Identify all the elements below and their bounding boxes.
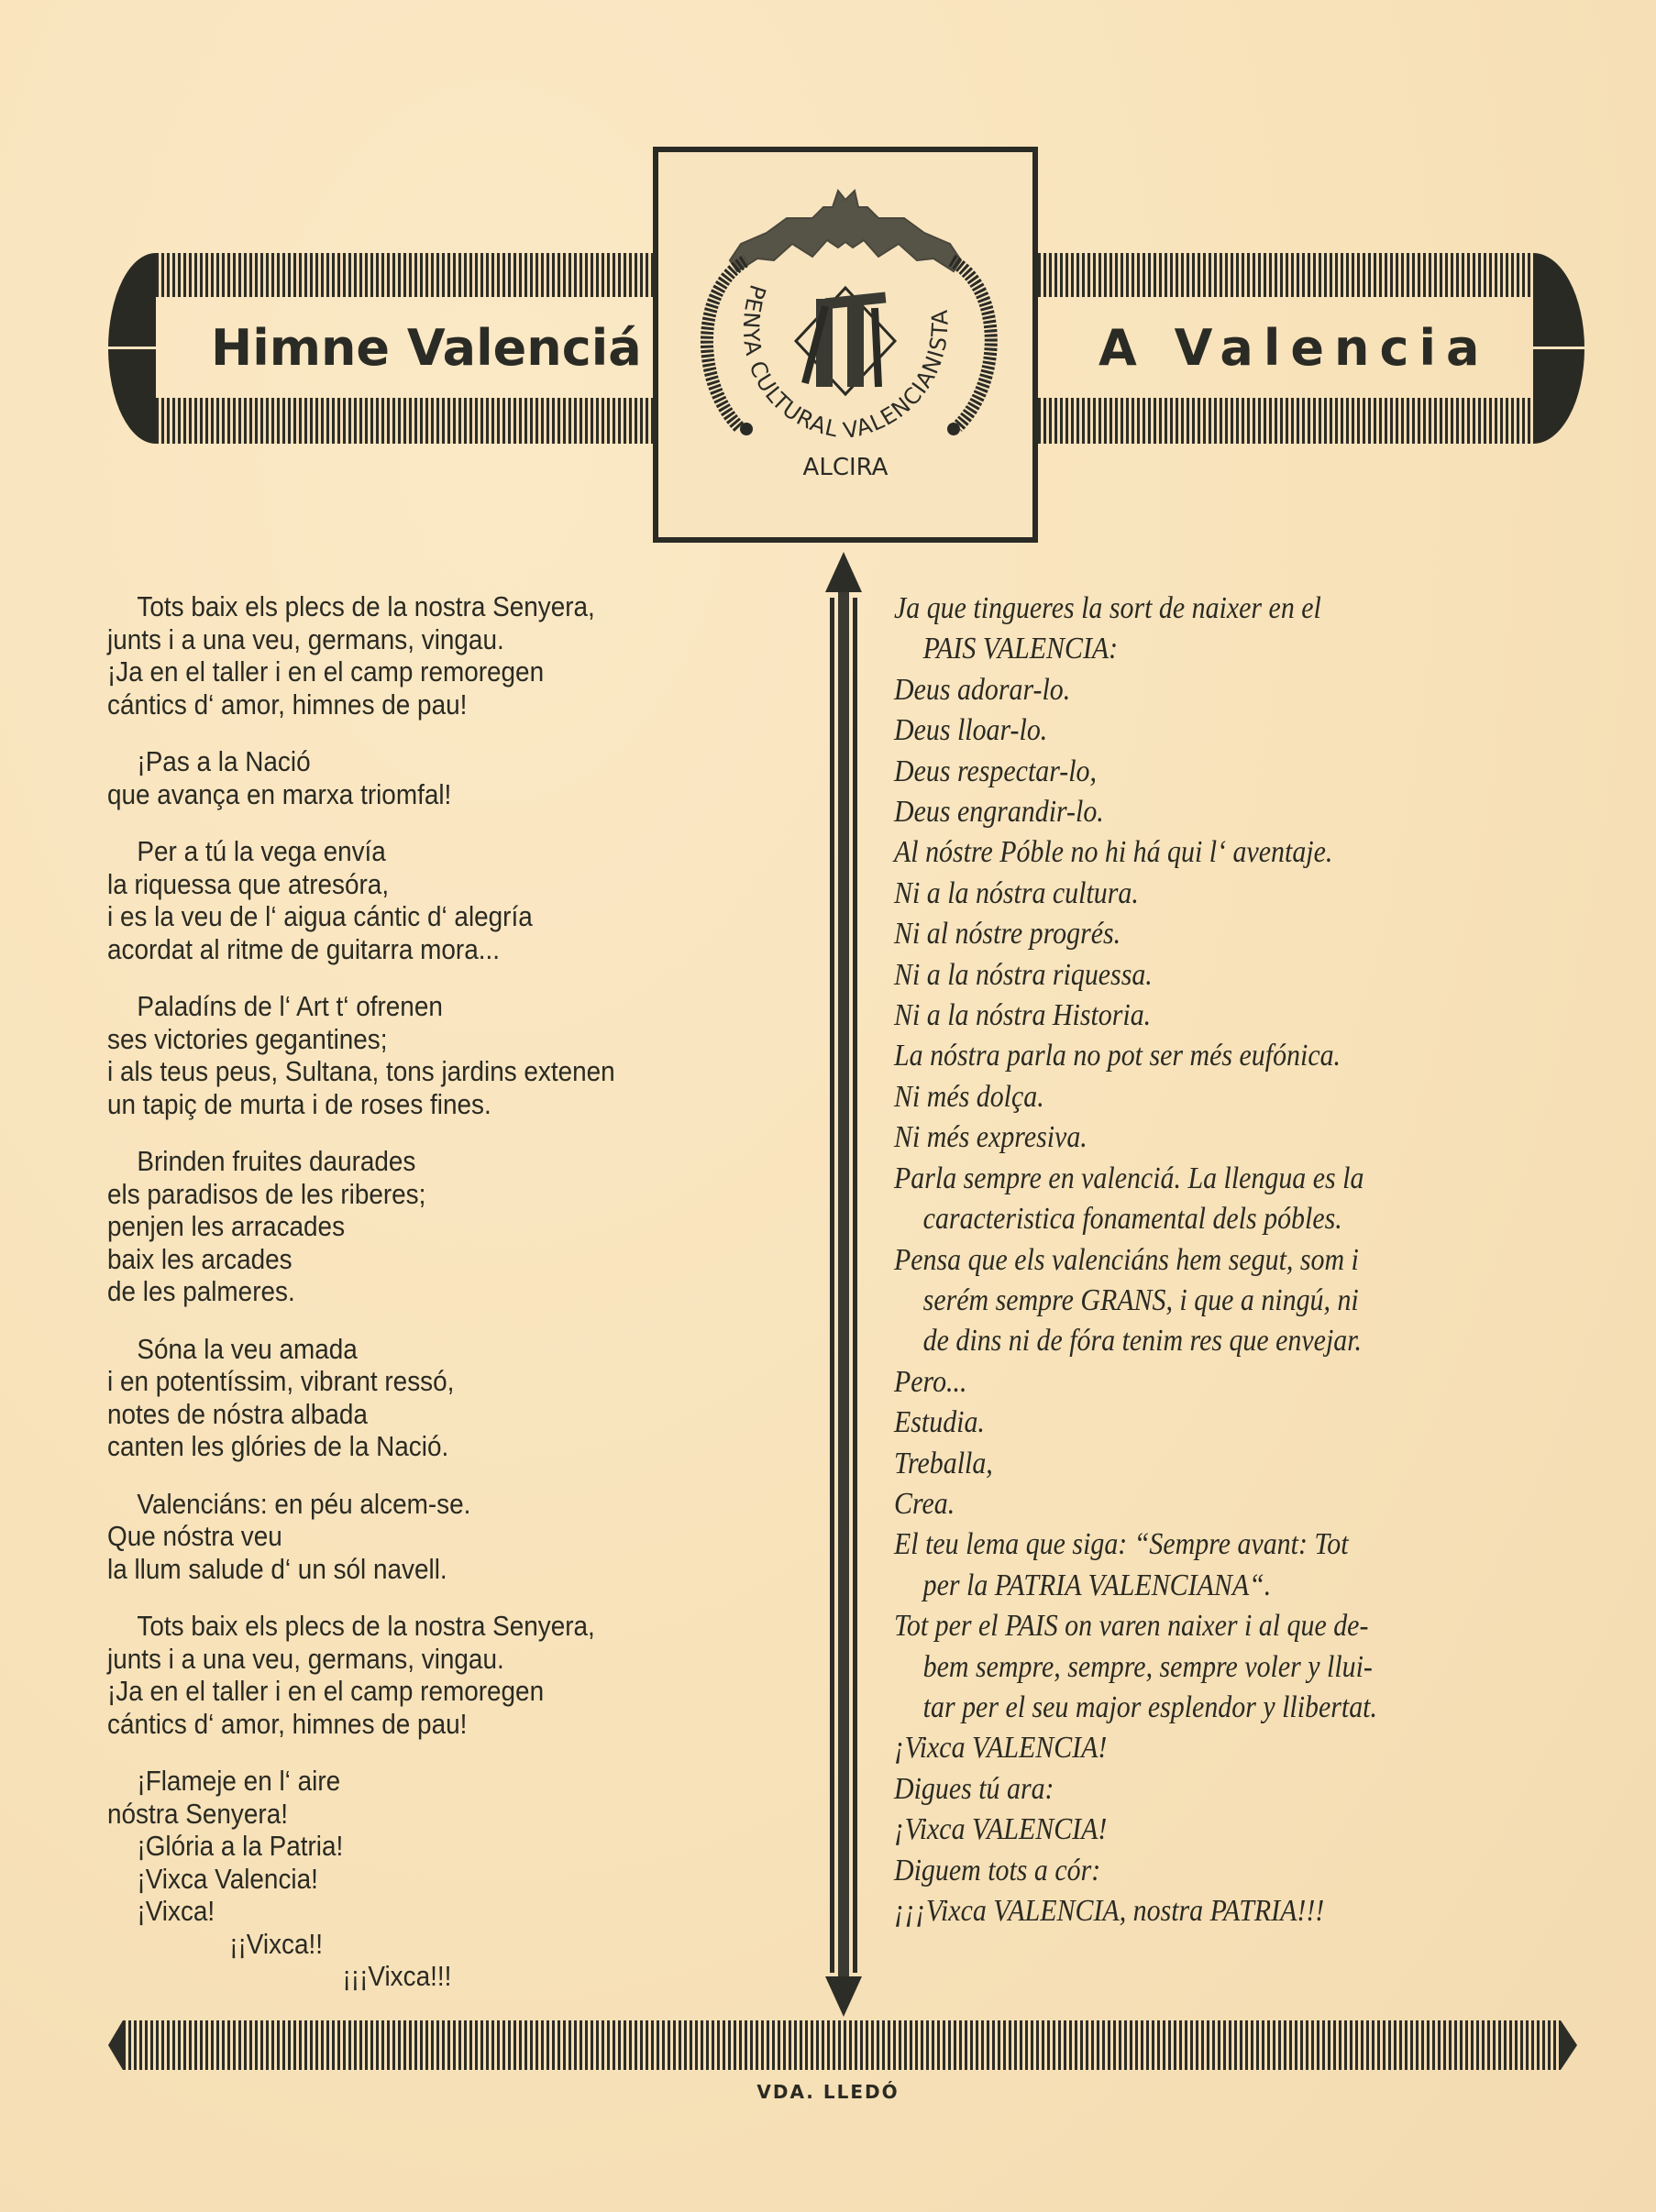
verse-line: junts i a una veu, germans, vingau. — [107, 622, 504, 655]
verse-line: notes de nóstra albada — [107, 1397, 368, 1430]
prose-line: Ni a la nóstra riquessa. — [894, 957, 1153, 992]
emblem-logo — [658, 152, 1032, 537]
prose-line: Deus respectar-lo, — [894, 754, 1097, 788]
title-a-valencia: A Valencia — [1098, 319, 1490, 377]
verse-line: Brinden fruites daurades — [137, 1145, 416, 1177]
prose-line: ¡¡¡Vixca VALENCIA, nostra PATRIA!!! — [894, 1894, 1325, 1928]
verse-line: Tots baix els plecs de la nostra Senyera, — [137, 1610, 595, 1642]
verse-line: la riquessa que atresóra, — [107, 867, 390, 900]
banner-cap-divider — [108, 347, 156, 349]
verse-line: ¡Glória a la Patria! — [137, 1830, 344, 1862]
arc-end-dot — [740, 423, 753, 435]
stanza — [107, 1488, 804, 1586]
verse-line: Valenciáns: en péu alcem-se. — [137, 1487, 471, 1520]
stanza — [107, 745, 804, 810]
prose-line: Pero... — [894, 1364, 967, 1399]
verse-line: canten les glóries de la Nació. — [107, 1430, 449, 1462]
bat-icon — [730, 191, 961, 271]
stanza — [107, 1765, 804, 1993]
banner-left-top-stripes — [156, 253, 653, 297]
monogram-icon — [796, 288, 895, 394]
verse-line: Tots baix els plecs de la nostra Senyera, — [137, 590, 595, 622]
verse-line: nóstra Senyera! — [107, 1797, 288, 1830]
prose-line: per la PATRIA VALENCIANA“. — [922, 1568, 1272, 1602]
verse-line: i als teus peus, Sultana, tons jardins extenen — [107, 1055, 615, 1087]
stanza — [107, 590, 804, 721]
verse-line: ¡Pas a la Nació — [137, 745, 311, 777]
hymn-text — [107, 590, 804, 2018]
verse-line: Sóna la veu amada — [137, 1332, 358, 1365]
stanza — [107, 835, 804, 965]
prose-line: PAIS VALENCIA: — [922, 632, 1119, 666]
arrow-up-icon — [825, 552, 862, 592]
verse-line: ¡Vixca Valencia! — [137, 1862, 318, 1895]
bottom-banner — [106, 2017, 1579, 2074]
manifesto-text — [894, 589, 1591, 1931]
prose-line: Ni a la nóstra cultura. — [894, 875, 1139, 910]
prose-line: ¡Vixca VALENCIA! — [894, 1812, 1108, 1847]
verse-line: un tapiç de murta i de roses fines. — [107, 1087, 491, 1120]
verse-line: ¡¡¡Vixca!!! — [342, 1960, 452, 1992]
arrow-right-icon — [1561, 2020, 1577, 2070]
prose-line: Treballa, — [894, 1446, 993, 1480]
verse-line: ¡¡Vixca!! — [229, 1927, 324, 1960]
prose-line: Ni més expresiva. — [894, 1120, 1087, 1155]
prose-line: Diguem tots a cór: — [894, 1853, 1101, 1887]
arrow-left-icon — [108, 2020, 123, 2070]
prose-line: Deus engrandir-lo. — [894, 795, 1104, 830]
verse-line: i en potentíssim, vibrant ressó, — [107, 1365, 455, 1397]
emblem-town: ALCIRA — [802, 454, 889, 481]
prose-line: serém sempre GRANS, i que a ningú, ni — [922, 1282, 1359, 1317]
verse-line: acordat al ritme de guitarra mora... — [107, 932, 500, 965]
verse-line: ¡Ja en el taller i en el camp remoregen — [107, 655, 545, 688]
verse-line: Paladíns de l‘ Art t‘ ofrenen — [137, 990, 443, 1022]
prose-line: Ni a la nóstra Historia. — [894, 998, 1152, 1033]
stanza — [107, 990, 804, 1120]
stanza — [107, 1145, 804, 1308]
verse-line: cántics d‘ amor, himnes de pau! — [107, 1707, 468, 1740]
verse-line: la llum salude d‘ un sól navell. — [107, 1552, 447, 1585]
verse-line: de les palmeres. — [107, 1275, 295, 1307]
prose-line: Al nóstre Póble no hi há qui l‘ aventaje. — [894, 835, 1333, 870]
arc-end-dot — [947, 423, 960, 435]
prose-line: Ni més dolça. — [894, 1079, 1044, 1114]
prose-line: Deus lloar-lo. — [894, 713, 1048, 748]
banner-right-bottom-stripes — [1038, 398, 1533, 444]
prose-line: La nóstra parla no pot ser més eufónica. — [894, 1039, 1341, 1073]
prose-line: caracteristica fonamental dels póbles. — [922, 1202, 1342, 1237]
prose-line: tar per el seu major esplendor y llibertat. — [922, 1689, 1377, 1724]
printer-credit: VDA. LLEDÓ — [756, 2081, 900, 2103]
prose-line: Ja que tingueres la sort de naixer en el — [894, 591, 1321, 625]
verse-line: junts i a una veu, germans, vingau. — [107, 1642, 504, 1675]
prose-line: bem sempre, sempre, sempre voler y llui- — [922, 1649, 1373, 1684]
prose-line: Deus adorar-lo. — [894, 672, 1071, 707]
verse-line: Per a tú la vega envía — [137, 835, 386, 867]
verse-line: ses victories gegantines; — [107, 1022, 388, 1055]
prose-line: Digues tú ara: — [894, 1771, 1054, 1806]
stanza — [107, 1610, 804, 1740]
banner-right-top-stripes — [1038, 253, 1533, 297]
banner-cap-divider — [1533, 347, 1584, 349]
prose-line: Tot per el PAIS on varen naixer i al que de- — [894, 1609, 1369, 1644]
verse-line: i es la veu de l‘ aigua cántic d‘ alegría — [107, 900, 533, 932]
emblem-arc-text: PENYA CULTURAL VALENCIANISTA — [737, 281, 954, 445]
verse-line: que avança en marxa triomfal! — [107, 777, 452, 810]
emblem-box — [653, 147, 1038, 543]
stanza — [107, 1333, 804, 1463]
prose-line: de dins ni de fóra tenim res que envejar. — [922, 1324, 1363, 1359]
prose-line: ¡Vixca VALENCIA! — [894, 1731, 1108, 1766]
title-himne-valencia: Himne Valenciá — [211, 319, 642, 377]
prose-line: El teu lema que siga: “Sempre avant: Tot — [894, 1527, 1349, 1562]
prose-line: Ni al nóstre progrés. — [894, 917, 1121, 952]
prose-line: Pensa que els valenciáns hem segut, som i — [894, 1242, 1359, 1277]
verse-line: els paradisos de les riberes; — [107, 1177, 426, 1210]
prose-line: Crea. — [894, 1486, 955, 1521]
prose-line: Parla sempre en valenciá. La llengua es la — [894, 1161, 1364, 1195]
verse-line: baix les arcades — [107, 1242, 293, 1275]
center-divider-arrow — [822, 550, 866, 2020]
prose-line: Estudia. — [894, 1405, 985, 1440]
verse-line: Que nóstra veu — [107, 1520, 282, 1552]
verse-line: ¡Ja en el taller i en el camp remoregen — [107, 1675, 545, 1707]
verse-line: ¡Flameje en l‘ aire — [137, 1765, 341, 1797]
verse-line: penjen les arracades — [107, 1210, 346, 1242]
arrow-down-icon — [825, 1976, 862, 2017]
verse-line: ¡Vixca! — [137, 1895, 215, 1927]
banner-left-bottom-stripes — [156, 398, 653, 444]
verse-line: cántics d‘ amor, himnes de pau! — [107, 688, 468, 721]
